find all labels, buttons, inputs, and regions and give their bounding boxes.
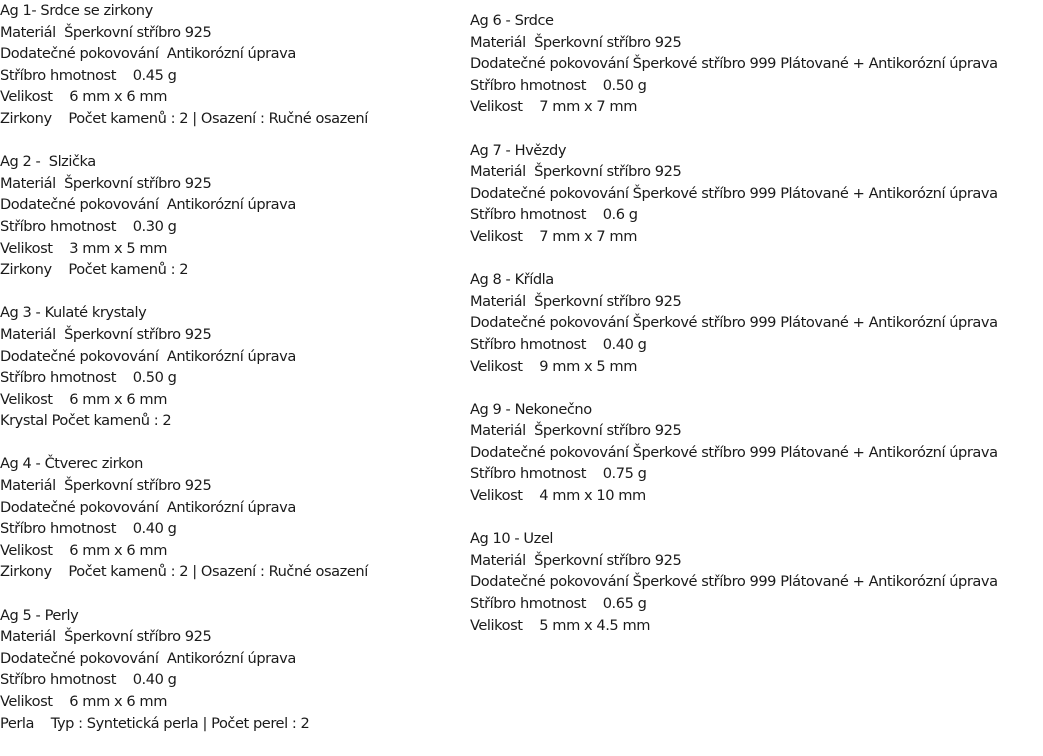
product-block (0, 0, 368, 130)
plating-line: Dodatečné pokovování Šperkové stříbro 999 Plátované + Antikorózní úprava (470, 314, 998, 332)
weight-line: Stříbro hmotnost 0.6 g (470, 206, 638, 224)
plating-line: Dodatečné pokovování Antikorózní úprava (0, 196, 296, 214)
product-block (0, 453, 368, 583)
size-line: Velikost 7 mm x 7 mm (470, 98, 637, 116)
size-line: Velikost 7 mm x 7 mm (470, 227, 637, 245)
material-line: Materiál Šperkovní stříbro 925 (470, 163, 682, 181)
size-line: Velikost 6 mm x 6 mm (0, 88, 167, 106)
stones-line: Zirkony Počet kamenů : 2 (0, 261, 189, 279)
weight-line: Stříbro hmotnost 0.50 g (0, 369, 177, 387)
size-line: Velikost 6 mm x 6 mm (0, 541, 167, 559)
pearl-line: Perla Typ : Syntetická perla | Počet perel : 2 (0, 714, 310, 732)
left-product-column (0, 0, 368, 756)
plating-line: Dodatečné pokovování Šperkové stříbro 999 Plátované + Antikorózní úprava (470, 573, 998, 591)
product-title: Ag 5 - Perly (0, 606, 79, 624)
material-line: Materiál Šperkovní stříbro 925 (470, 551, 682, 569)
weight-line: Stříbro hmotnost 0.40 g (0, 520, 177, 538)
weight-line: Stříbro hmotnost 0.40 g (0, 671, 177, 689)
size-line: Velikost 4 mm x 10 mm (470, 487, 646, 505)
plating-line: Dodatečné pokovování Antikorózní úprava (0, 45, 296, 63)
product-block (470, 140, 998, 248)
product-title: Ag 3 - Kulaté krystaly (0, 304, 147, 322)
plating-line: Dodatečné pokovování Antikorózní úprava (0, 649, 296, 667)
material-line: Materiál Šperkovní stříbro 925 (470, 292, 682, 310)
material-line: Materiál Šperkovní stříbro 925 (0, 23, 212, 41)
product-block (0, 605, 368, 735)
stones-line: Zirkony Počet kamenů : 2 | Osazení : Ručné osazení (0, 109, 368, 127)
weight-line: Stříbro hmotnost 0.75 g (470, 465, 647, 483)
product-block (0, 151, 368, 281)
size-line: Velikost 6 mm x 6 mm (0, 693, 167, 710)
weight-line: Stříbro hmotnost 0.65 g (470, 595, 647, 613)
material-line: Materiál Šperkovní stříbro 925 (0, 477, 212, 495)
stones-line: Krystal Počet kamenů : 2 (0, 412, 172, 430)
size-line: Velikost 5 mm x 4.5 mm (470, 616, 650, 634)
product-title: Ag 10 - Uzel (470, 530, 553, 548)
product-block (470, 269, 998, 377)
material-line: Materiál Šperkovní stříbro 925 (470, 422, 682, 440)
product-block (470, 399, 998, 507)
product-title: Ag 2 - Slzička (0, 153, 96, 171)
stones-line: Zirkony Počet kamenů : 2 | Osazení : Ručné osazení (0, 563, 368, 581)
weight-line: Stříbro hmotnost 0.50 g (470, 76, 647, 94)
size-line: Velikost 6 mm x 6 mm (0, 390, 167, 408)
plating-line: Dodatečné pokovování Šperkové stříbro 999 Plátované + Antikorózní úprava (470, 184, 998, 202)
weight-line: Stříbro hmotnost 0.30 g (0, 217, 177, 235)
size-line: Velikost 9 mm x 5 mm (470, 357, 637, 375)
material-line: Materiál Šperkovní stříbro 925 (0, 174, 212, 192)
product-block (470, 528, 998, 636)
product-title: Ag 8 - Křídla (470, 271, 554, 289)
plating-line: Dodatečné pokovování Antikorózní úprava (0, 347, 296, 365)
right-product-column (470, 10, 998, 658)
weight-line: Stříbro hmotnost 0.45 g (0, 66, 177, 84)
product-block (0, 302, 368, 432)
plating-line: Dodatečné pokovování Šperkové stříbro 999 Plátované + Antikorózní úprava (470, 443, 998, 461)
material-line: Materiál Šperkovní stříbro 925 (470, 33, 682, 51)
product-block (470, 10, 998, 118)
plating-line: Dodatečné pokovování Šperkové stříbro 999 Plátované + Antikorózní úprava (470, 55, 998, 73)
material-line: Materiál Šperkovní stříbro 925 (0, 325, 212, 343)
product-title: Ag 7 - Hvězdy (470, 141, 567, 159)
product-title: Ag 4 - Čtverec zirkon (0, 455, 143, 473)
product-title: Ag 1- Srdce se zirkony (0, 2, 153, 19)
material-line: Materiál Šperkovní stříbro 925 (0, 628, 212, 646)
product-title: Ag 6 - Srdce (470, 12, 554, 29)
weight-line: Stříbro hmotnost 0.40 g (470, 335, 647, 353)
product-title: Ag 9 - Nekonečno (470, 400, 592, 418)
size-line: Velikost 3 mm x 5 mm (0, 239, 167, 257)
plating-line: Dodatečné pokovování Antikorózní úprava (0, 498, 296, 516)
